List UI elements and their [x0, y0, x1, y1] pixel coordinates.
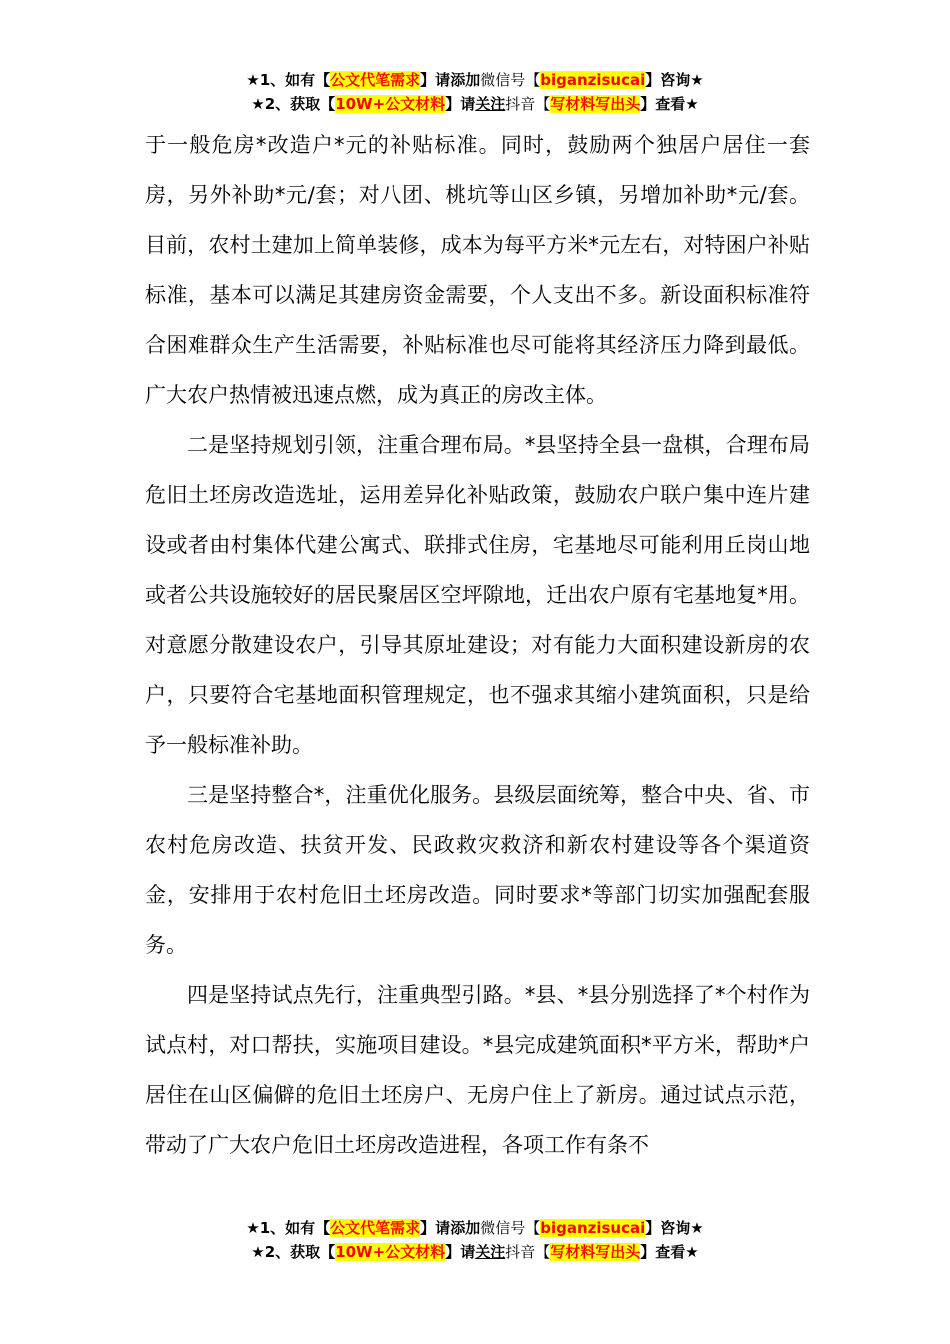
banner-emphasis: 添加 [450, 1219, 481, 1237]
banner-text: ★2、获取【 [251, 95, 336, 113]
banner-highlight: 写材料写出头 [550, 1243, 641, 1261]
banner-highlight: 公文代笔需求 [330, 1219, 421, 1237]
banner-text: 抖音【 [505, 95, 551, 113]
paragraph: 于一般危房*改造户*元的补贴标准。同时，鼓励两个独居户居住一套房，另外补助*元/套；对八团、桃坑等山区乡镇，另增加补助*元/套。目前，农村土建加上简单装修，成本为每平方米*元左右，对特困户补贴标准，基本可以满足其建房资金需要，个人支出不多。新设面积标准符合困难群众生产生活需要，补贴标准也尽可能将其经济压力降到最低。广大农户热情被迅速点燃，成为真正的房改主体。 [145, 133, 810, 407]
document-body [145, 120, 810, 1170]
banner-line-2 [0, 1240, 950, 1264]
banner-emphasis: 关注 [475, 1243, 506, 1261]
footer-banner [0, 1216, 950, 1264]
banner-highlight: biganzisucai [540, 1219, 646, 1237]
banner-highlight: 写材料写出头 [550, 95, 641, 113]
paragraph: 二是坚持规划引领，注重合理布局。*县坚持全县一盘棋，合理布局危旧土坯房改造选址，运用差异化补贴政策，鼓励农户联户集中连片建设或者由村集体代建公寓式、联排式住房，宅基地尽可能利用丘岗山地或者公共设施较好的居民聚居区空坪隙地，迁出农户原有宅基地复*用。对意愿分散建设农户，引导其原址建设；对有能力大面积建设新房的农户，只要符合宅基地面积管理规定，也不强求其缩小建筑面积，只是给予一般标准补助。 [145, 433, 810, 757]
banner-text: ★2、获取【 [251, 1243, 336, 1261]
banner-text: 】查看★ [640, 95, 699, 113]
header-banner [0, 68, 950, 116]
banner-text: ★1、如有【 [246, 1219, 331, 1237]
banner-emphasis: 添加 [450, 71, 481, 89]
banner-text: 】请 [445, 95, 476, 113]
banner-highlight: 10W+公文材料 [335, 1243, 446, 1261]
banner-highlight: 公文代笔需求 [330, 71, 421, 89]
banner-text: 】请 [420, 1219, 451, 1237]
banner-text: 微信号【 [480, 1219, 541, 1237]
banner-text: 】请 [445, 1243, 476, 1261]
banner-text: 抖音【 [505, 1243, 551, 1261]
paragraph: 四是坚持试点先行，注重典型引路。*县、*县分别选择了*个村作为试点村，对口帮扶，实施项目建设。*县完成建筑面积*平方米，帮助*户居住在山区偏僻的危旧土坯房户、无房户住上了新房。通过试点示范，带动了广大农户危旧土坯房改造进程，各项工作有条不 [145, 983, 810, 1157]
paragraph: 三是坚持整合*，注重优化服务。县级层面统筹，整合中央、省、市农村危房改造、扶贫开发、民政救灾救济和新农村建设等各个渠道资金，安排用于农村危旧土坯房改造。同时要求*等部门切实加强配套服务。 [145, 783, 810, 957]
banner-text: ★1、如有【 [246, 71, 331, 89]
banner-highlight: 10W+公文材料 [335, 95, 446, 113]
banner-line-1 [0, 1216, 950, 1240]
banner-text: 】咨询★ [645, 71, 704, 89]
banner-emphasis: 关注 [475, 95, 506, 113]
banner-text: 】咨询★ [645, 1219, 704, 1237]
banner-line-1 [0, 68, 950, 92]
banner-highlight: biganzisucai [540, 71, 646, 89]
banner-text: 】查看★ [640, 1243, 699, 1261]
banner-line-2 [0, 92, 950, 116]
banner-text: 】请 [420, 71, 451, 89]
banner-text: 微信号【 [480, 71, 541, 89]
